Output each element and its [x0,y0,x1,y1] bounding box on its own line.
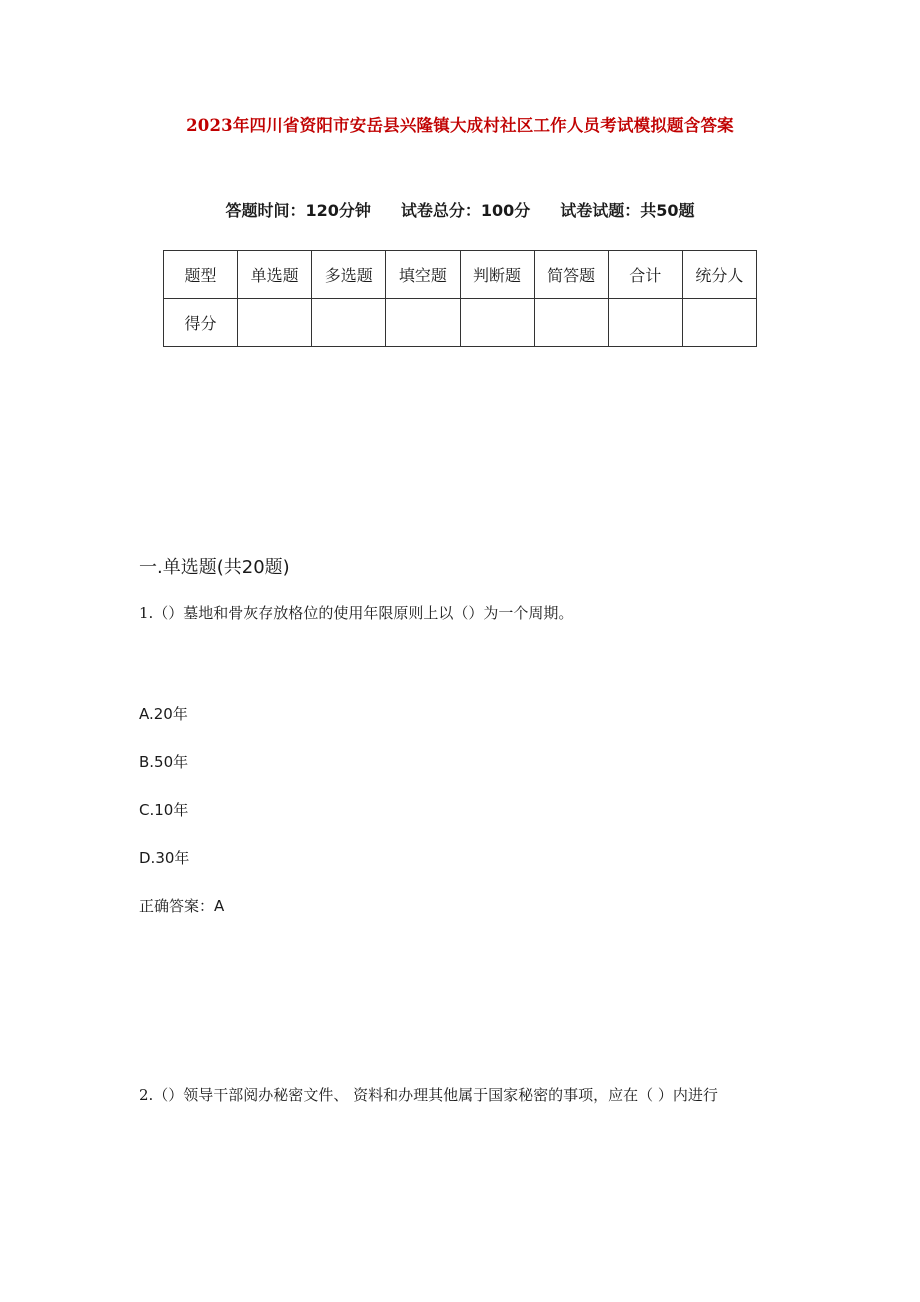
exam-question-count: 试卷试题：共50题 [560,201,695,220]
header-cell-total: 合计 [608,251,682,299]
score-cell[interactable] [386,299,460,347]
score-cell[interactable] [312,299,386,347]
score-cell[interactable] [460,299,534,347]
score-table [163,250,757,347]
header-cell-multi: 多选题 [312,251,386,299]
exam-total-score: 试卷总分：100分 [400,201,531,220]
score-cell[interactable] [608,299,682,347]
question-1-option-a: A.20年 [139,705,188,723]
section-title: 一.单选题(共20题) [139,557,290,578]
header-cell-scorer: 统分人 [682,251,756,299]
question-1-option-b: B.50年 [139,753,189,771]
header-cell-single: 单选题 [238,251,312,299]
header-cell-judge: 判断题 [460,251,534,299]
header-cell-short: 简答题 [534,251,608,299]
exam-info [0,198,920,221]
score-table-score-row [164,299,757,347]
score-cell[interactable] [534,299,608,347]
score-table-header-row [164,251,757,299]
question-1-option-d: D.30年 [139,849,190,867]
score-cell[interactable] [682,299,756,347]
question-1-option-c: C.10年 [139,801,189,819]
document-title: 2023年四川省资阳市安岳县兴隆镇大成村社区工作人员考试模拟题含答案 [186,116,734,135]
question-1-answer: 正确答案：A [139,897,225,915]
question-1-text: 1.（）墓地和骨灰存放格位的使用年限原则上以（）为一个周期。 [139,604,574,622]
score-row-label: 得分 [164,299,238,347]
exam-time: 答题时间：120分钟 [225,201,371,220]
question-2-text: 2.（）领导干部阅办秘密文件、 资料和办理其他属于国家秘密的事项，应在（ ）内进行 [139,1086,718,1104]
header-cell-fill: 填空题 [386,251,460,299]
score-cell[interactable] [238,299,312,347]
header-cell-type: 题型 [164,251,238,299]
